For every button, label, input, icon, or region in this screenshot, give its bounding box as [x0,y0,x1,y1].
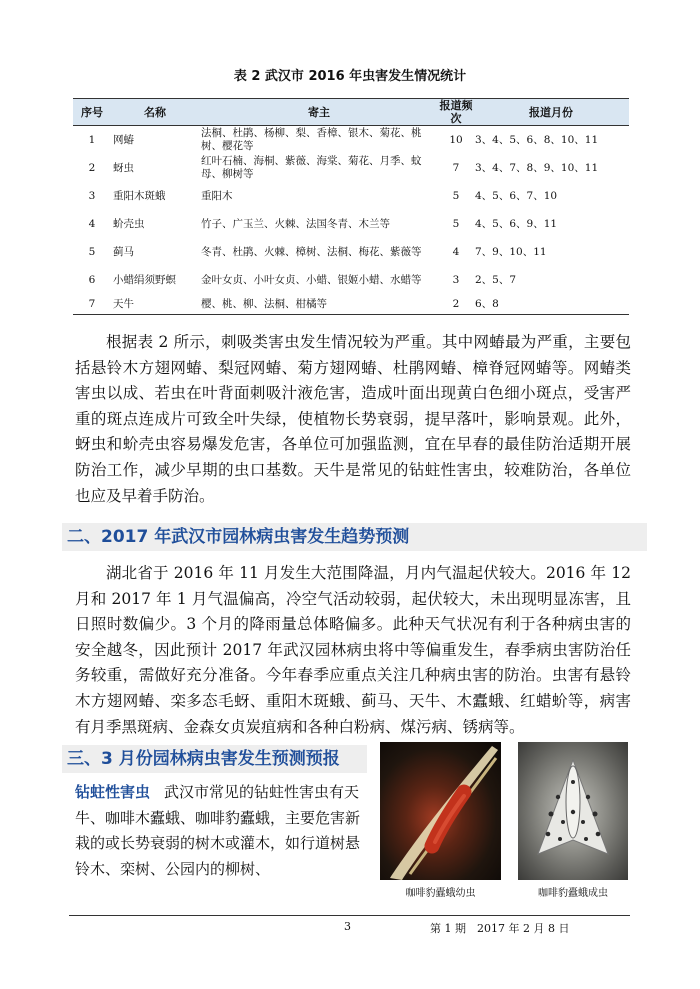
row-months: 4、5、6、7、10 [475,189,558,202]
row-count: 10 [449,133,463,146]
larva-photo [380,742,501,880]
row-count: 2 [439,294,473,315]
row-host: 法桐、杜鹃、杨柳、梨、香樟、银木、菊花、桃树、樱花等 [201,127,422,152]
header-no: 序号 [73,99,111,126]
pest-statistics-table [73,98,629,315]
section-3-paragraph [75,780,365,882]
row-months: 7、9、10、11 [475,245,547,258]
row-name: 蚜虫 [113,161,134,174]
header-name: 名称 [111,99,199,126]
row-no: 1 [88,133,96,146]
section-2-heading: 二、2017 年武汉市园林病虫害发生趋势预测 [62,523,647,551]
row-months: 6、8 [473,294,629,315]
footer-divider [69,915,630,916]
row-count: 7 [452,161,460,174]
row-count: 3 [452,273,460,286]
row-count: 5 [452,217,460,230]
row-no: 3 [88,189,96,202]
row-months: 4、5、6、9、11 [475,217,558,230]
row-months: 3、4、7、8、9、10、11 [475,161,599,174]
row-no: 4 [88,217,96,230]
row-months: 3、4、5、6、8、10、11 [475,133,599,146]
row-count: 4 [452,245,460,258]
row-no: 6 [88,273,96,286]
table-row [73,182,629,210]
table-caption: 表 2 武汉市 2016 年虫害发生情况统计 [233,69,467,84]
row-host: 冬青、杜鹃、火棘、樟树、法桐、梅花、紫薇等 [201,245,422,258]
table-row [73,154,629,182]
section-3-heading: 三、3 月份园林病虫害发生预测预报 [62,745,367,773]
table-row [73,294,629,315]
row-name: 小蜡绢须野螟 [113,273,176,286]
page-number: 3 [344,920,351,933]
table-row [73,126,629,155]
row-no: 7 [73,294,111,315]
row-months: 2、5、7 [475,273,517,286]
row-name: 重阳木斑蛾 [113,189,166,202]
row-name: 天牛 [111,294,199,315]
section-2-paragraph: 湖北省于 2016 年 11 月发生大范围降温，月内气温起伏较大。2016 年 12 月和 2017 年 1 月气温偏高，冷空气活动较弱，起伏较大，未出现明显冻害，且日照时数偏少。3 个月的降雨量总体略偏多。此种天气状况有利于各种病虫害的安全越冬，因此预计 2017 年武汉园林病虫将中等偏重发生，春季病虫害防治任务较重，需做好充分准备。今年春季应重点关注几种病虫害的防治。虫害有悬铃木方翅网蝽、栾多态毛蚜、重阳木斑蛾、蓟马、天牛、木蠹蛾、红蜡蚧等，病害有月季黑斑病、金森女贞炭疽病和各种白粉病、煤污病、锈病等。 [75,564,631,736]
row-name: 网蝽 [113,133,134,146]
header-host: 寄主 [199,99,439,126]
larva-icon [380,742,501,880]
row-host: 红叶石楠、海桐、紫薇、海棠、菊花、月季、蚊母、柳树等 [201,155,422,180]
table-row [73,210,629,238]
analysis-paragraph: 根据表 2 所示，刺吸类害虫发生情况较为严重。其中网蝽最为严重，主要包括悬铃木方翅网蝽、梨冠网蝽、菊方翅网蝽、杜鹃网蝽、樟脊冠网蝽等。网蝽类害虫以成、若虫在叶背面刺吸汁液危害，造成叶面出现黄白色细小斑点，受害严重的斑点连成片可致全叶失绿，使植物长势衰弱，提早落叶，影响景观。此外，蚜虫和蚧壳虫容易爆发危害，各单位可加强监测，宜在早春的最佳防治适期开展防治工作，减少早期的虫口基数。天牛是常见的钻蛀性害虫，较难防治，各单位也应及早着手防治。 [75,333,631,505]
table-row [73,266,629,294]
row-host: 竹子、广玉兰、火棘、法国冬青、木兰等 [201,217,390,230]
row-no: 2 [88,161,96,174]
moth-photo [518,742,628,880]
row-host: 樱、桃、柳、法桐、柑橘等 [199,294,439,315]
table-row [73,238,629,266]
row-count: 5 [452,189,460,202]
row-host: 重阳木 [201,189,233,202]
table-header-row [73,99,629,126]
moth-caption: 咖啡豹蠹蛾成虫 [538,888,608,899]
issue-date: 第 1 期 2017 年 2 月 8 日 [430,922,570,935]
row-name: 蚧壳虫 [113,217,145,230]
borer-keyword: 钻蛀性害虫 [75,783,151,801]
header-count: 报道频次 [439,99,473,125]
row-name: 蓟马 [113,245,134,258]
header-months: 报道月份 [473,99,629,126]
moth-icon [518,742,628,880]
larva-caption: 咖啡豹蠹蛾幼虫 [405,888,476,899]
section-3-text: 武汉市常见的钻蛀性害虫有天牛、咖啡木蠹蛾、咖啡豹蠹蛾，主要危害新栽的或长势衰弱的树木或灌木，如行道树悬铃木、栾树、公园内的柳树、 [75,783,361,878]
row-no: 5 [88,245,96,258]
row-host: 金叶女贞、小叶女贞、小蜡、银姬小蜡、水蜡等 [201,273,422,286]
